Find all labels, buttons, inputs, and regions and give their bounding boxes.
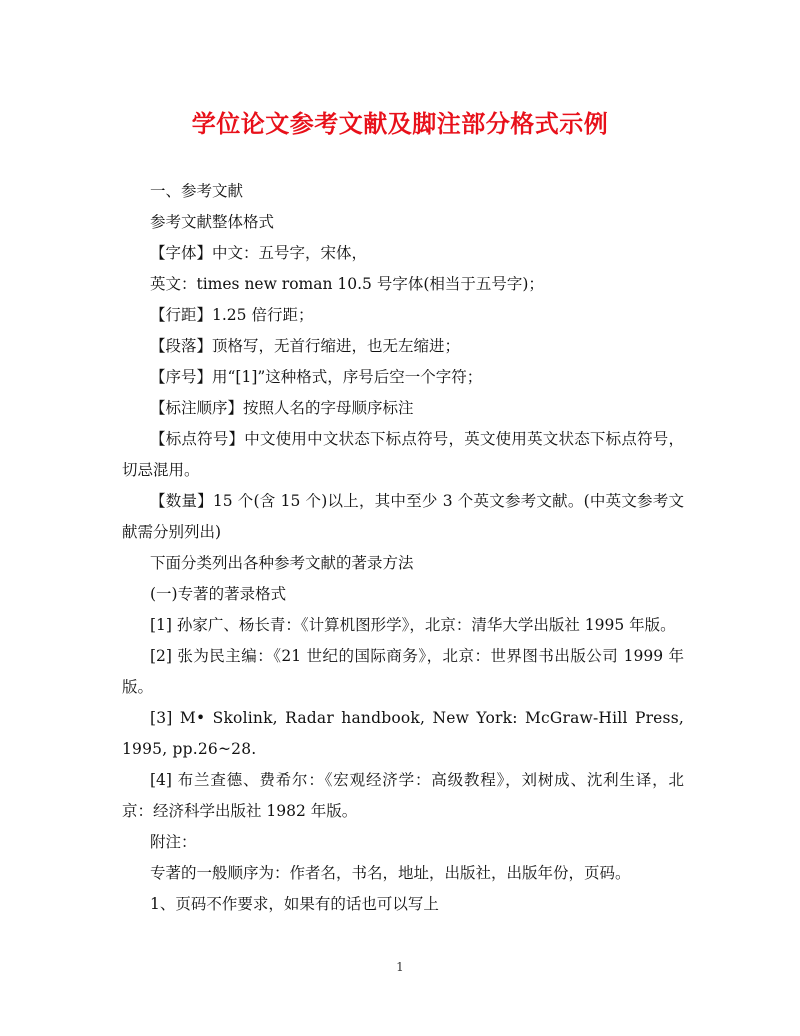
document-title: 学位论文参考文献及脚注部分格式示例	[191, 109, 609, 138]
format-rule-font-english: 英文：times new roman 10.5 号字体(相当于五号字)；	[150, 275, 544, 293]
note-order: 专著的一般顺序为：作者名，书名，地址，出版社，出版年份，页码。	[150, 864, 631, 882]
reference-entry-4: [4] 布兰查德、费希尔：《宏观经济学：高级教程》，刘树成、沈利生译，北京：经济科学出版社 1982 年版。	[122, 771, 684, 820]
format-rule-numbering: 【序号】用“[1]”这种格式，序号后空一个字符；	[150, 368, 483, 386]
note-page-number: 1、页码不作要求，如果有的话也可以写上	[150, 895, 439, 913]
section-heading: 一、参考文献	[150, 182, 244, 200]
subsection-heading: 参考文献整体格式	[150, 213, 275, 231]
format-rule-punctuation: 【标点符号】中文使用中文状态下标点符号，英文使用英文状态下标点符号，切忌混用。	[122, 430, 684, 479]
reference-entry-1: [1] 孙家广、杨长青：《计算机图形学》，北京：清华大学出版社 1995 年版。	[150, 616, 676, 634]
reference-entry-2: [2] 张为民主编：《21 世纪的国际商务》，北京：世界图书出版公司 1999 年版。	[122, 647, 684, 696]
format-rule-font: 【字体】中文：五号字，宋体，	[150, 244, 368, 262]
document-body	[122, 176, 684, 920]
format-rule-paragraph: 【段落】顶格写，无首行缩进，也无左缩进；	[150, 337, 461, 355]
reference-entry-3: [3] M• Skolink, Radar handbook, New York: McGraw-Hill Press, 1995, pp.26~28.	[122, 709, 684, 758]
page-number: 1	[396, 960, 404, 974]
monograph-heading: (一)专著的著录格式	[150, 585, 287, 603]
format-rule-line-spacing: 【行距】1.25 倍行距；	[150, 306, 314, 324]
format-rule-order: 【标注顺序】按照人名的字母顺序标注	[150, 399, 414, 417]
methods-intro: 下面分类列出各种参考文献的著录方法	[150, 554, 414, 572]
note-heading: 附注：	[150, 833, 197, 851]
format-rule-quantity: 【数量】15 个(含 15 个)以上，其中至少 3 个英文参考文献。(中英文参考文献需分别列出)	[122, 492, 684, 541]
